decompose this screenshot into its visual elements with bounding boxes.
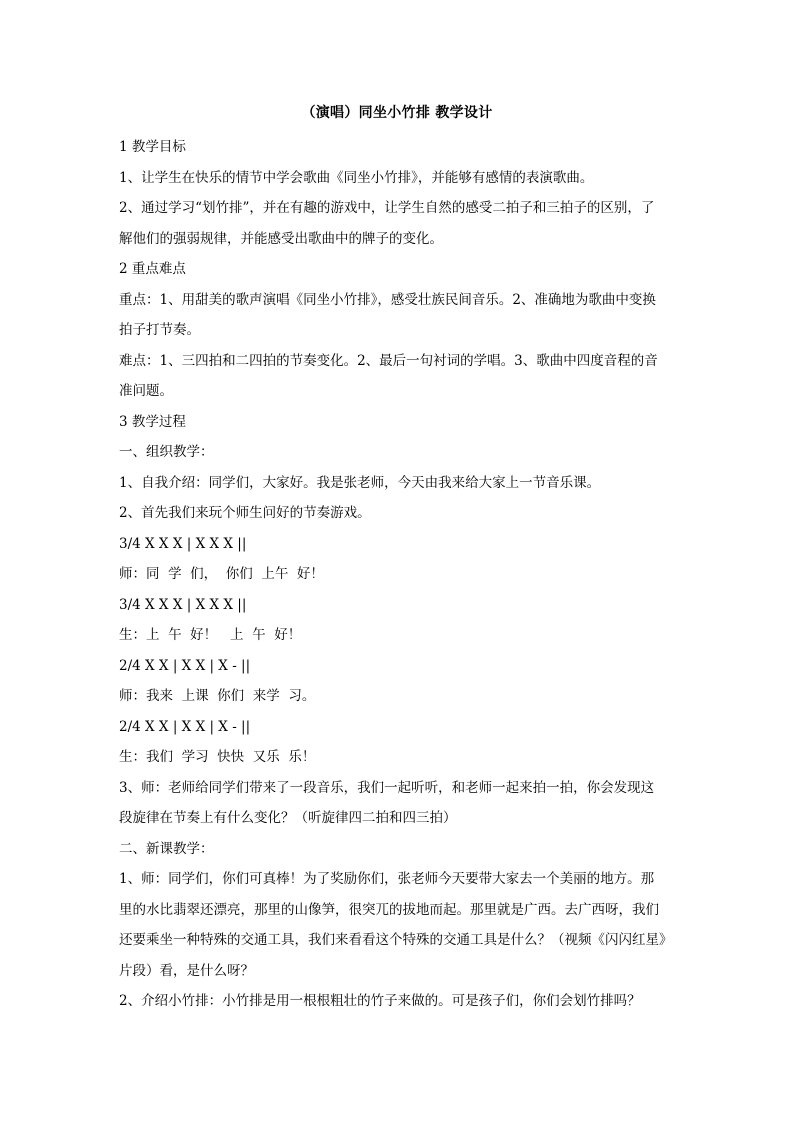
new-lesson-item-1-line-3: 还要乘坐一种特殊的交通工具，我们来看看这个特殊的交通工具是什么？（视频《闪闪红星》 [119, 932, 673, 948]
section-heading-objectives: 1 教学目标 [119, 139, 186, 155]
objective-1: 1、让学生在快乐的情节中学会歌曲《同坐小竹排》，并能够有感情的表演歌曲。 [119, 169, 594, 186]
process-item-1: 1、自我介绍：同学们，大家好。我是张老师，今天由我来给大家上一节音乐课。 [119, 474, 601, 491]
process-item-3-line-2: 段旋律在节奏上有什么变化？（听旋律四二拍和四三拍） [119, 810, 457, 826]
new-lesson-item-1-line-2: 里的水比翡翠还漂亮，那里的山像笋，很突兀的拔地而起。那里就是广西。去广西呀，我们 [119, 901, 659, 918]
new-lesson-item-1-line-1: 1、师：同学们，你们可真棒！为了奖励你们，张老师今天要带大家去一个美丽的地方。那 [119, 871, 655, 887]
key-points-line-1: 重点：1、用甜美的歌声演唱《同坐小竹排》，感受壮族民间音乐。2、准确地为歌曲中变换 [119, 291, 656, 308]
rhythm-line-2: 3/4 X X X | X X X || [119, 596, 247, 613]
lyric-line-3: 师：我来 上课 你们 来学 习。 [119, 688, 316, 704]
difficulties-line-2: 准问题。 [119, 383, 173, 399]
subheading-organize: 一、组织教学： [119, 444, 214, 460]
document-body [119, 132, 681, 1017]
process-item-3-line-1: 3、师：老师给同学们带来了一段音乐，我们一起听听，和老师一起来拍一拍，你会发现这 [119, 779, 655, 796]
rhythm-line-1: 3/4 X X X | X X X || [119, 535, 247, 552]
difficulties-line-1: 难点：1、三四拍和二四拍的节奏变化。2、最后一句衬词的学唱。3、歌曲中四度音程的音 [119, 352, 658, 369]
rhythm-line-4: 2/4 X X | X X | X - || [119, 718, 251, 735]
lyric-line-2: 生：上 午 好！ 上 午 好！ [119, 627, 302, 643]
key-points-line-2: 拍子打节奏。 [119, 322, 200, 338]
new-lesson-item-1-line-4: 片段）看，是什么呀？ [119, 962, 254, 979]
rhythm-line-3: 2/4 X X | X X | X - || [119, 657, 251, 674]
lyric-line-4: 生：我们 学习 快快 又乐 乐！ [119, 749, 316, 765]
document-title: （演唱）同坐小竹排 教学设计 [301, 105, 493, 121]
section-heading-process: 3 教学过程 [119, 413, 186, 430]
process-item-2: 2、首先我们来玩个师生问好的节奏游戏。 [119, 505, 371, 521]
section-heading-key-points: 2 重点难点 [119, 261, 186, 277]
new-lesson-item-2: 2、介绍小竹排：小竹排是用一根根粗壮的竹子来做的。可是孩子们，你们会划竹排吗？ [119, 993, 641, 1009]
objective-2-line-1: 2、通过学习“划竹排”，并在有趣的游戏中，让学生自然的感受二拍子和三拍子的区别，了 [119, 200, 655, 216]
subheading-new-lesson: 二、新课教学： [119, 840, 214, 857]
objective-2-line-2: 解他们的强弱规律，并能感受出歌曲中的牌子的变化。 [119, 230, 443, 247]
lyric-line-1: 师：同 学 们， 你们 上午 好！ [119, 566, 324, 582]
